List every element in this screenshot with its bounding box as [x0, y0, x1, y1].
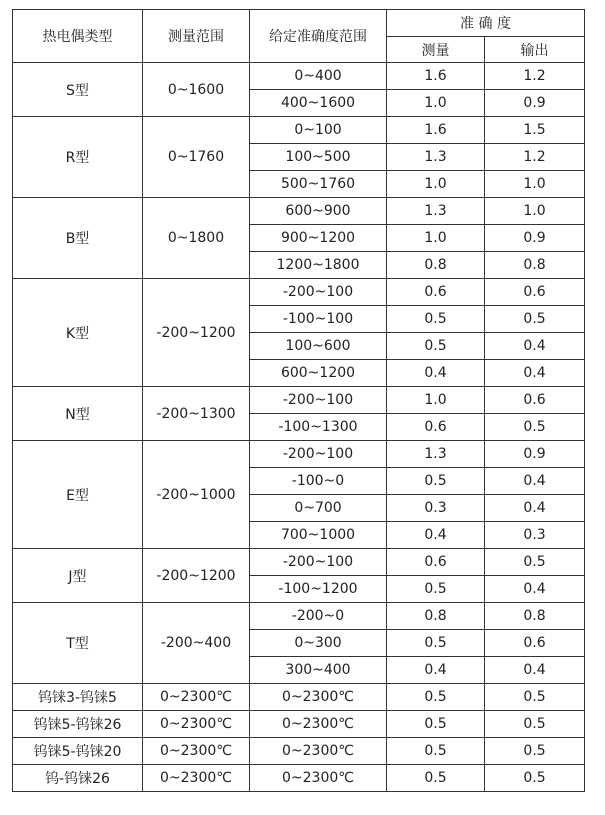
accuracy-output-cell: 0.4	[485, 495, 585, 522]
given-range-cell: 0~2300℃	[250, 684, 387, 711]
given-range-cell: 0~2300℃	[250, 738, 387, 765]
accuracy-measure-cell: 0.5	[387, 738, 485, 765]
thermocouple-type-cell: B型	[13, 198, 143, 279]
accuracy-output-cell: 0.6	[485, 387, 585, 414]
given-range-cell: 500~1760	[250, 171, 387, 198]
given-range-cell: -200~100	[250, 549, 387, 576]
thermocouple-type-cell: T型	[13, 603, 143, 684]
accuracy-measure-cell: 0.8	[387, 252, 485, 279]
table-body	[13, 63, 585, 792]
accuracy-measure-cell: 1.3	[387, 144, 485, 171]
table-row	[13, 684, 585, 711]
table-row	[13, 603, 585, 630]
thermocouple-type-cell: N型	[13, 387, 143, 441]
measure-range-cell: 0~1760	[143, 117, 250, 198]
table-row	[13, 117, 585, 144]
table-row	[13, 711, 585, 738]
given-range-cell: 1200~1800	[250, 252, 387, 279]
given-range-cell: 900~1200	[250, 225, 387, 252]
thermocouple-type-cell: 钨铼5-钨铼26	[13, 711, 143, 738]
accuracy-output-cell: 1.2	[485, 144, 585, 171]
accuracy-output-cell: 0.9	[485, 441, 585, 468]
measure-range-cell: -200~1200	[143, 279, 250, 387]
accuracy-output-cell: 1.2	[485, 63, 585, 90]
table-row	[13, 441, 585, 468]
measure-range-cell: 0~2300℃	[143, 684, 250, 711]
accuracy-measure-cell: 0.6	[387, 279, 485, 306]
accuracy-output-cell: 0.4	[485, 360, 585, 387]
accuracy-measure-cell: 0.3	[387, 495, 485, 522]
table-row	[13, 387, 585, 414]
measure-range-cell: 0~1800	[143, 198, 250, 279]
accuracy-output-cell: 0.4	[485, 333, 585, 360]
accuracy-output-cell: 1.5	[485, 117, 585, 144]
accuracy-measure-cell: 0.5	[387, 765, 485, 792]
accuracy-measure-cell: 0.5	[387, 306, 485, 333]
header-given-range: 给定准确度范围	[250, 10, 387, 63]
accuracy-output-cell: 0.5	[485, 306, 585, 333]
accuracy-measure-cell: 0.5	[387, 630, 485, 657]
given-range-cell: -100~100	[250, 306, 387, 333]
given-range-cell: 300~400	[250, 657, 387, 684]
accuracy-measure-cell: 0.4	[387, 657, 485, 684]
header-type: 热电偶类型	[13, 10, 143, 63]
accuracy-measure-cell: 0.8	[387, 603, 485, 630]
given-range-cell: -200~100	[250, 441, 387, 468]
accuracy-measure-cell: 1.6	[387, 63, 485, 90]
given-range-cell: 0~2300℃	[250, 711, 387, 738]
accuracy-measure-cell: 1.0	[387, 171, 485, 198]
table-row	[13, 765, 585, 792]
accuracy-measure-cell: 0.6	[387, 549, 485, 576]
accuracy-output-cell: 0.8	[485, 252, 585, 279]
thermocouple-type-cell: R型	[13, 117, 143, 198]
given-range-cell: -100~1200	[250, 576, 387, 603]
given-range-cell: 100~500	[250, 144, 387, 171]
accuracy-measure-cell: 0.5	[387, 333, 485, 360]
measure-range-cell: 0~1600	[143, 63, 250, 117]
given-range-cell: 100~600	[250, 333, 387, 360]
measure-range-cell: -200~1200	[143, 549, 250, 603]
thermocouple-type-cell: K型	[13, 279, 143, 387]
measure-range-cell: -200~1300	[143, 387, 250, 441]
accuracy-measure-cell: 1.0	[387, 90, 485, 117]
thermocouple-type-cell: J型	[13, 549, 143, 603]
accuracy-output-cell: 0.4	[485, 657, 585, 684]
measure-range-cell: 0~2300℃	[143, 738, 250, 765]
accuracy-output-cell: 1.0	[485, 198, 585, 225]
table-row	[13, 738, 585, 765]
accuracy-output-cell: 0.5	[485, 765, 585, 792]
accuracy-output-cell: 0.8	[485, 603, 585, 630]
accuracy-output-cell: 0.5	[485, 549, 585, 576]
accuracy-measure-cell: 0.5	[387, 711, 485, 738]
accuracy-output-cell: 0.6	[485, 630, 585, 657]
header-row-top	[13, 10, 585, 37]
table-row	[13, 279, 585, 306]
given-range-cell: 0~100	[250, 117, 387, 144]
given-range-cell: 400~1600	[250, 90, 387, 117]
accuracy-output-cell: 0.3	[485, 522, 585, 549]
accuracy-measure-cell: 1.6	[387, 117, 485, 144]
given-range-cell: -200~100	[250, 387, 387, 414]
measure-range-cell: 0~2300℃	[143, 765, 250, 792]
accuracy-measure-cell: 0.5	[387, 684, 485, 711]
thermocouple-type-cell: 钨铼5-钨铼20	[13, 738, 143, 765]
accuracy-output-cell: 0.5	[485, 684, 585, 711]
header-range: 测量范围	[143, 10, 250, 63]
table-row	[13, 549, 585, 576]
given-range-cell: 700~1000	[250, 522, 387, 549]
thermocouple-type-cell: S型	[13, 63, 143, 117]
accuracy-output-cell: 0.6	[485, 279, 585, 306]
measure-range-cell: 0~2300℃	[143, 711, 250, 738]
accuracy-measure-cell: 0.4	[387, 360, 485, 387]
header-accuracy: 准 确 度	[387, 10, 585, 37]
accuracy-measure-cell: 1.0	[387, 225, 485, 252]
accuracy-measure-cell: 1.0	[387, 387, 485, 414]
accuracy-output-cell: 1.0	[485, 171, 585, 198]
accuracy-measure-cell: 0.5	[387, 576, 485, 603]
accuracy-measure-cell: 0.6	[387, 414, 485, 441]
given-range-cell: -200~100	[250, 279, 387, 306]
accuracy-output-cell: 0.5	[485, 711, 585, 738]
accuracy-measure-cell: 0.5	[387, 468, 485, 495]
accuracy-output-cell: 0.4	[485, 468, 585, 495]
given-range-cell: 600~900	[250, 198, 387, 225]
given-range-cell: -100~1300	[250, 414, 387, 441]
thermocouple-type-cell: 钨-钨铼26	[13, 765, 143, 792]
thermocouple-accuracy-table	[12, 9, 585, 792]
given-range-cell: 0~400	[250, 63, 387, 90]
thermocouple-type-cell: E型	[13, 441, 143, 549]
accuracy-output-cell: 0.5	[485, 414, 585, 441]
accuracy-output-cell: 0.9	[485, 90, 585, 117]
given-range-cell: -200~0	[250, 603, 387, 630]
table-row	[13, 63, 585, 90]
given-range-cell: -100~0	[250, 468, 387, 495]
accuracy-output-cell: 0.9	[485, 225, 585, 252]
accuracy-output-cell: 0.5	[485, 738, 585, 765]
given-range-cell: 0~300	[250, 630, 387, 657]
given-range-cell: 600~1200	[250, 360, 387, 387]
given-range-cell: 0~2300℃	[250, 765, 387, 792]
accuracy-measure-cell: 0.4	[387, 522, 485, 549]
given-range-cell: 0~700	[250, 495, 387, 522]
accuracy-measure-cell: 1.3	[387, 198, 485, 225]
measure-range-cell: -200~400	[143, 603, 250, 684]
header-measure: 测量	[387, 37, 485, 63]
header-output: 输出	[485, 37, 585, 63]
accuracy-measure-cell: 1.3	[387, 441, 485, 468]
measure-range-cell: -200~1000	[143, 441, 250, 549]
accuracy-output-cell: 0.4	[485, 576, 585, 603]
thermocouple-type-cell: 钨铼3-钨铼5	[13, 684, 143, 711]
table-row	[13, 198, 585, 225]
